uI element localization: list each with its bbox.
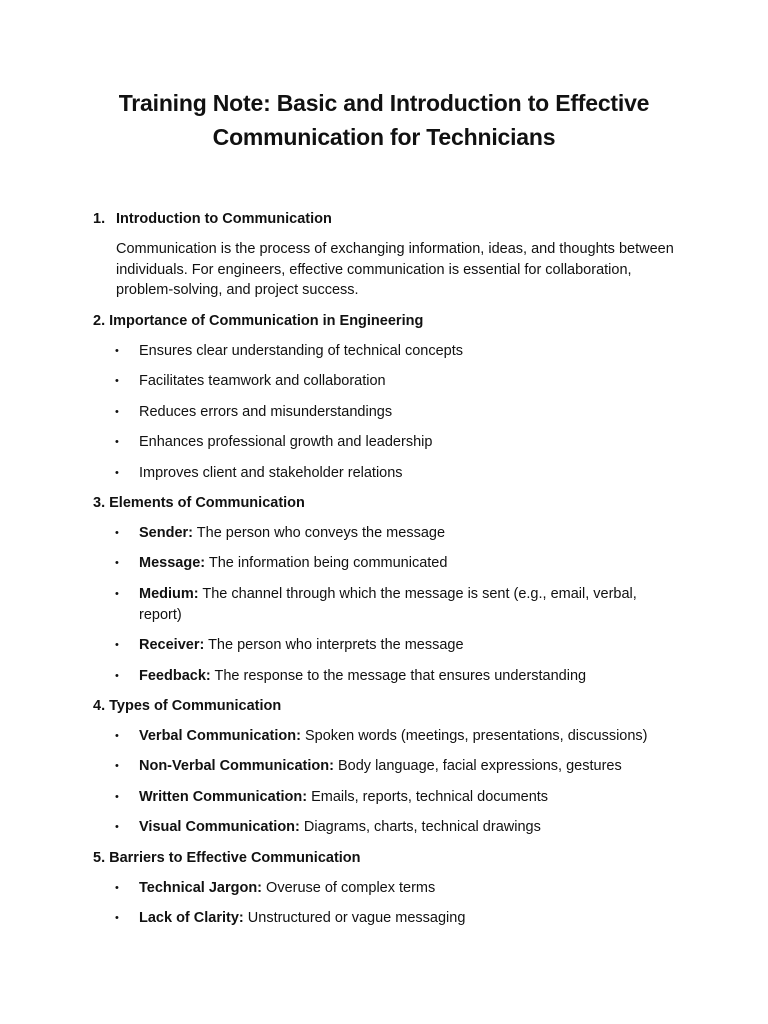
section-2-heading: 2. Importance of Communication in Engineering: [93, 313, 424, 329]
list-item: • Enhances professional growth and leadership: [115, 432, 675, 453]
list-item: • Medium: The channel through which the message is sent (e.g., email, verbal, report): [115, 586, 637, 623]
bullet-icon: •: [115, 670, 119, 682]
bullet-icon: •: [115, 791, 119, 803]
list-item: • Facilitates teamwork and collaboration: [115, 371, 675, 392]
bullet-icon: •: [115, 730, 119, 742]
section-1-title: Introduction to Communication: [116, 211, 332, 227]
section-1-number: 1.: [93, 211, 106, 227]
bullet-icon: •: [115, 557, 119, 569]
bullet-icon: •: [115, 375, 119, 387]
section-3-heading: 3. Elements of Communication: [93, 495, 305, 511]
section-5-heading: 5. Barriers to Effective Communication: [93, 850, 361, 866]
list-item: • Visual Communication: Diagrams, charts, technical drawings: [115, 817, 675, 838]
list-item: • Feedback: The response to the message that ensures understanding: [115, 666, 675, 687]
list-item: • Improves client and stakeholder relations: [115, 463, 675, 484]
section-1-paragraph: Communication is the process of exchanging information, ideas, and thoughts between individuals. For engineers, effective communication is essential for collaboration, problem-solving, and project success.: [116, 241, 674, 299]
list-item: • Technical Jargon: Overuse of complex terms: [115, 878, 675, 899]
list-item-term: Message:: [139, 555, 206, 571]
list-item-term: Sender:: [139, 525, 193, 541]
section-1-heading: [93, 209, 332, 229]
list-item-term: Feedback:: [139, 668, 211, 684]
list-item: • Non-Verbal Communication: Body language, facial expressions, gestures: [115, 756, 675, 777]
bullet-icon: •: [115, 639, 119, 651]
list-item: • Written Communication: Emails, reports, technical documents: [115, 787, 675, 808]
list-item-term: Technical Jargon:: [139, 880, 263, 896]
list-item: • Sender: The person who conveys the message: [115, 523, 675, 544]
list-item: • Lack of Clarity: Unstructured or vague messaging: [115, 908, 675, 929]
list-item: • Message: The information being communicated: [115, 553, 675, 574]
bullet-icon: •: [115, 760, 119, 772]
list-item-term: Visual Communication:: [139, 819, 300, 835]
bullet-icon: •: [115, 912, 119, 924]
list-item-term: Receiver:: [139, 637, 205, 653]
bullet-icon: •: [115, 345, 119, 357]
bullet-icon: •: [115, 436, 119, 448]
title-line-1: Training Note: Basic and Introduction to Effective: [118, 90, 650, 116]
list-item: • Verbal Communication: Spoken words (meetings, presentations, discussions): [115, 726, 675, 747]
bullet-icon: •: [115, 406, 119, 418]
list-item: • Ensures clear understanding of technical concepts: [115, 341, 675, 362]
list-item-term: Verbal Communication:: [139, 728, 301, 744]
list-item: • Receiver: The person who interprets the message: [115, 635, 675, 656]
bullet-icon: •: [115, 882, 119, 894]
section-4-heading: 4. Types of Communication: [93, 698, 282, 714]
bullet-icon: •: [115, 467, 119, 479]
title-line-2: Communication for Technicians: [212, 124, 556, 150]
list-item-term: Lack of Clarity:: [139, 910, 244, 926]
bullet-icon: •: [115, 527, 119, 539]
bullet-icon: •: [115, 821, 119, 833]
list-item-term: Non-Verbal Communication:: [139, 758, 334, 774]
list-item-term: Medium:: [139, 586, 199, 602]
list-item: • Reduces errors and misunderstandings: [115, 402, 675, 423]
list-item-term: Written Communication:: [139, 789, 308, 805]
bullet-icon: •: [115, 588, 119, 600]
document-title: [60, 86, 708, 154]
